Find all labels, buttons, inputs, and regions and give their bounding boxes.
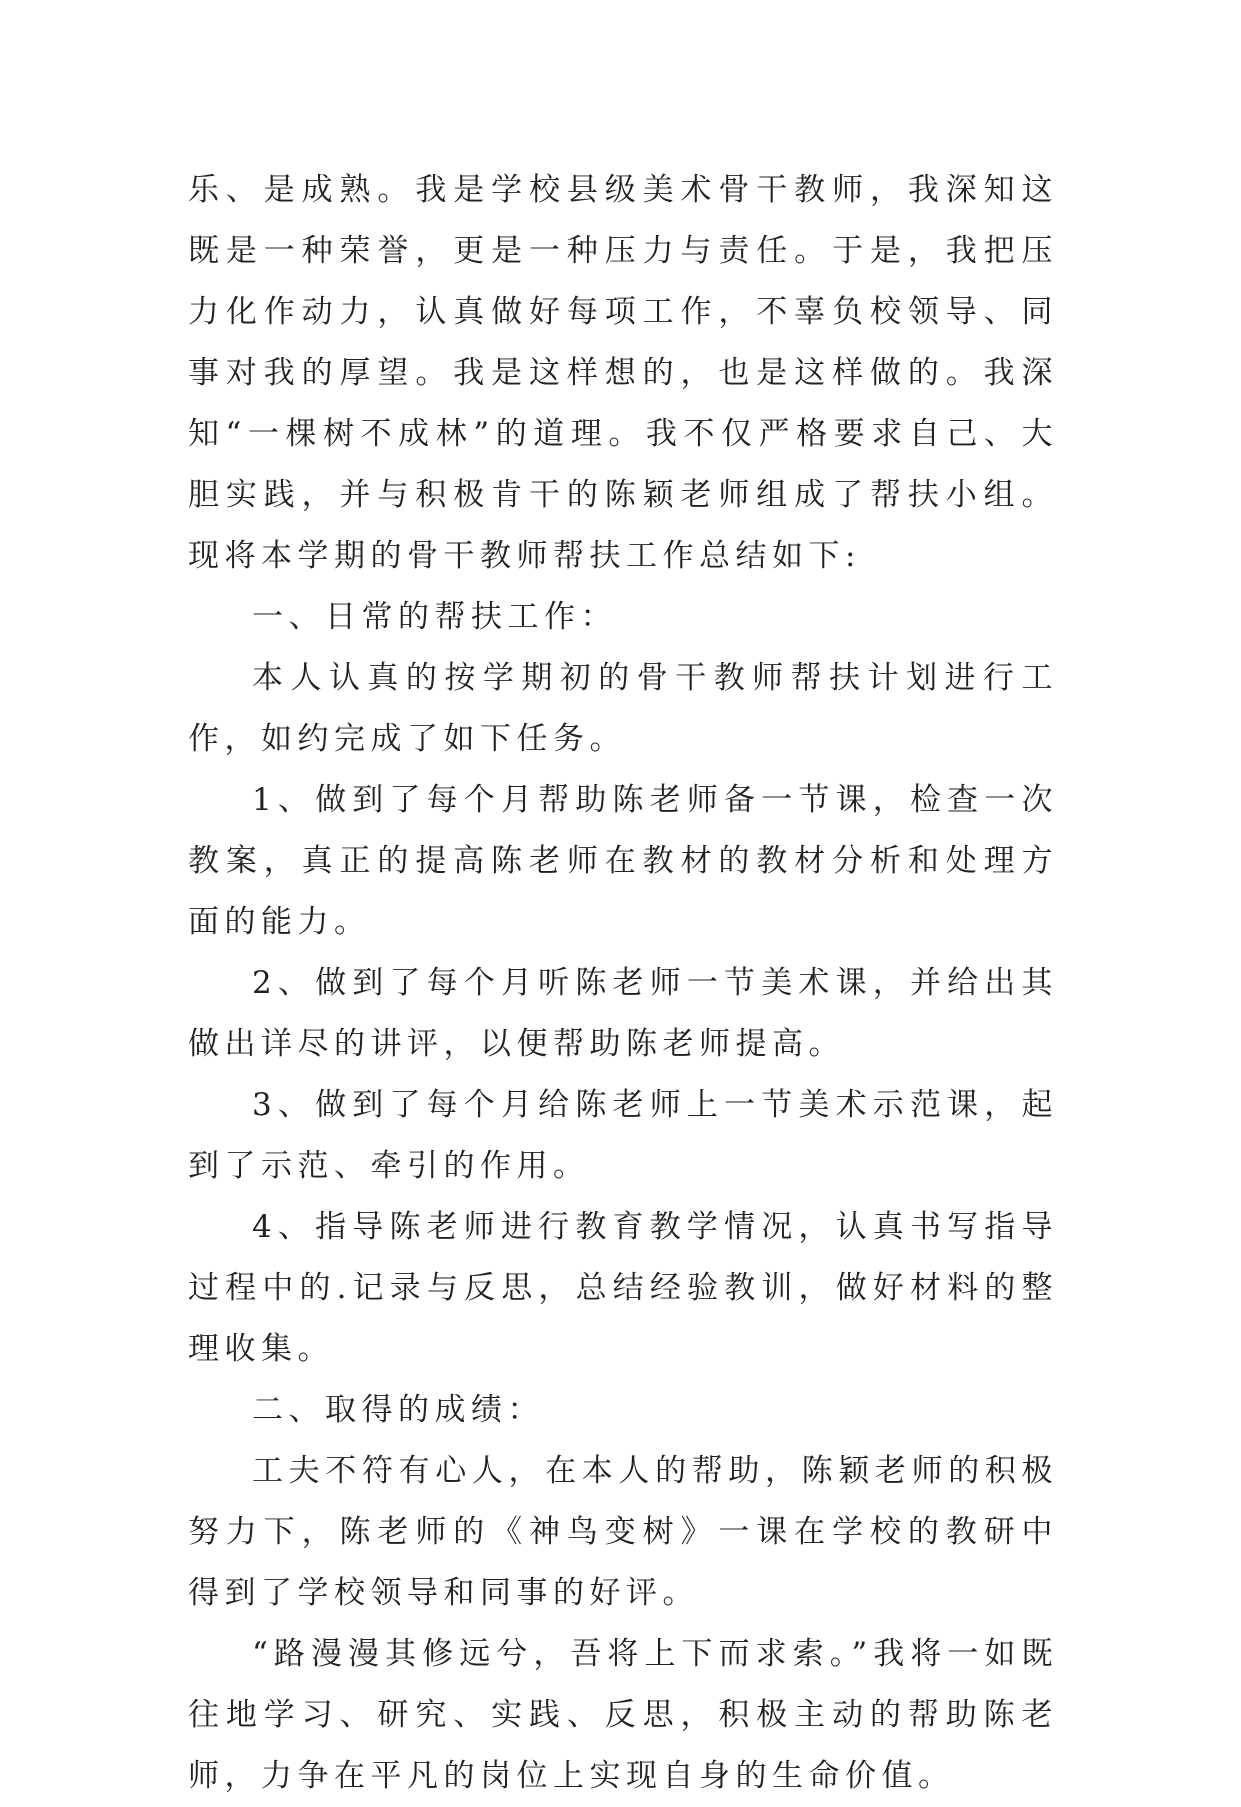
paragraph-plan: 本人认真的按学期初的骨干教师帮扶计划进行工作，如约完成了如下任务。 [188, 660, 1058, 757]
list-item-2: 2、做到了每个月听陈老师一节美术课，并给出其做出详尽的讲评，以便帮助陈老师提高。 [188, 965, 1058, 1062]
list-item-3: 3、做到了每个月给陈老师上一节美术示范课，起到了示范、牵引的作用。 [188, 1087, 1058, 1184]
section-heading-daily-work: 一、日常的帮扶工作： [252, 599, 617, 635]
section-heading-achievements: 二、取得的成绩： [252, 1392, 544, 1428]
list-item-1: 1、做到了每个月帮助陈老师备一节课，检查一次教案，真正的提高陈老师在教材的教材分析和处理方面的能力。 [188, 782, 1058, 940]
list-item-4: 4、指导陈老师进行教育教学情况，认真书写指导过程中的.记录与反思，总结经验教训，做好材料的整理收集。 [188, 1209, 1058, 1367]
document-body [188, 160, 1058, 1807]
paragraph-closing: “路漫漫其修远兮，吾将上下而求索。”我将一如既往地学习、研究、实践、反思，积极主动的帮助陈老师，力争在平凡的岗位上实现自身的生命价值。 [188, 1636, 1058, 1794]
paragraph-intro: 乐、是成熟。我是学校县级美术骨干教师，我深知这既是一种荣誉，更是一种压力与责任。于是，我把压力化作动力，认真做好每项工作，不辜负校领导、同事对我的厚望。我是这样想的，也是这样做的。我深知“一棵树不成林”的道理。我不仅严格要求自己、大胆实践，并与积极肯干的陈颖老师组成了帮扶小组。现将本学期的骨干教师帮扶工作总结如下: [188, 172, 1058, 574]
paragraph-achievements: 工夫不符有心人，在本人的帮助，陈颖老师的积极努力下，陈老师的《神鸟变树》一课在学校的教研中得到了学校领导和同事的好评。 [188, 1453, 1058, 1611]
